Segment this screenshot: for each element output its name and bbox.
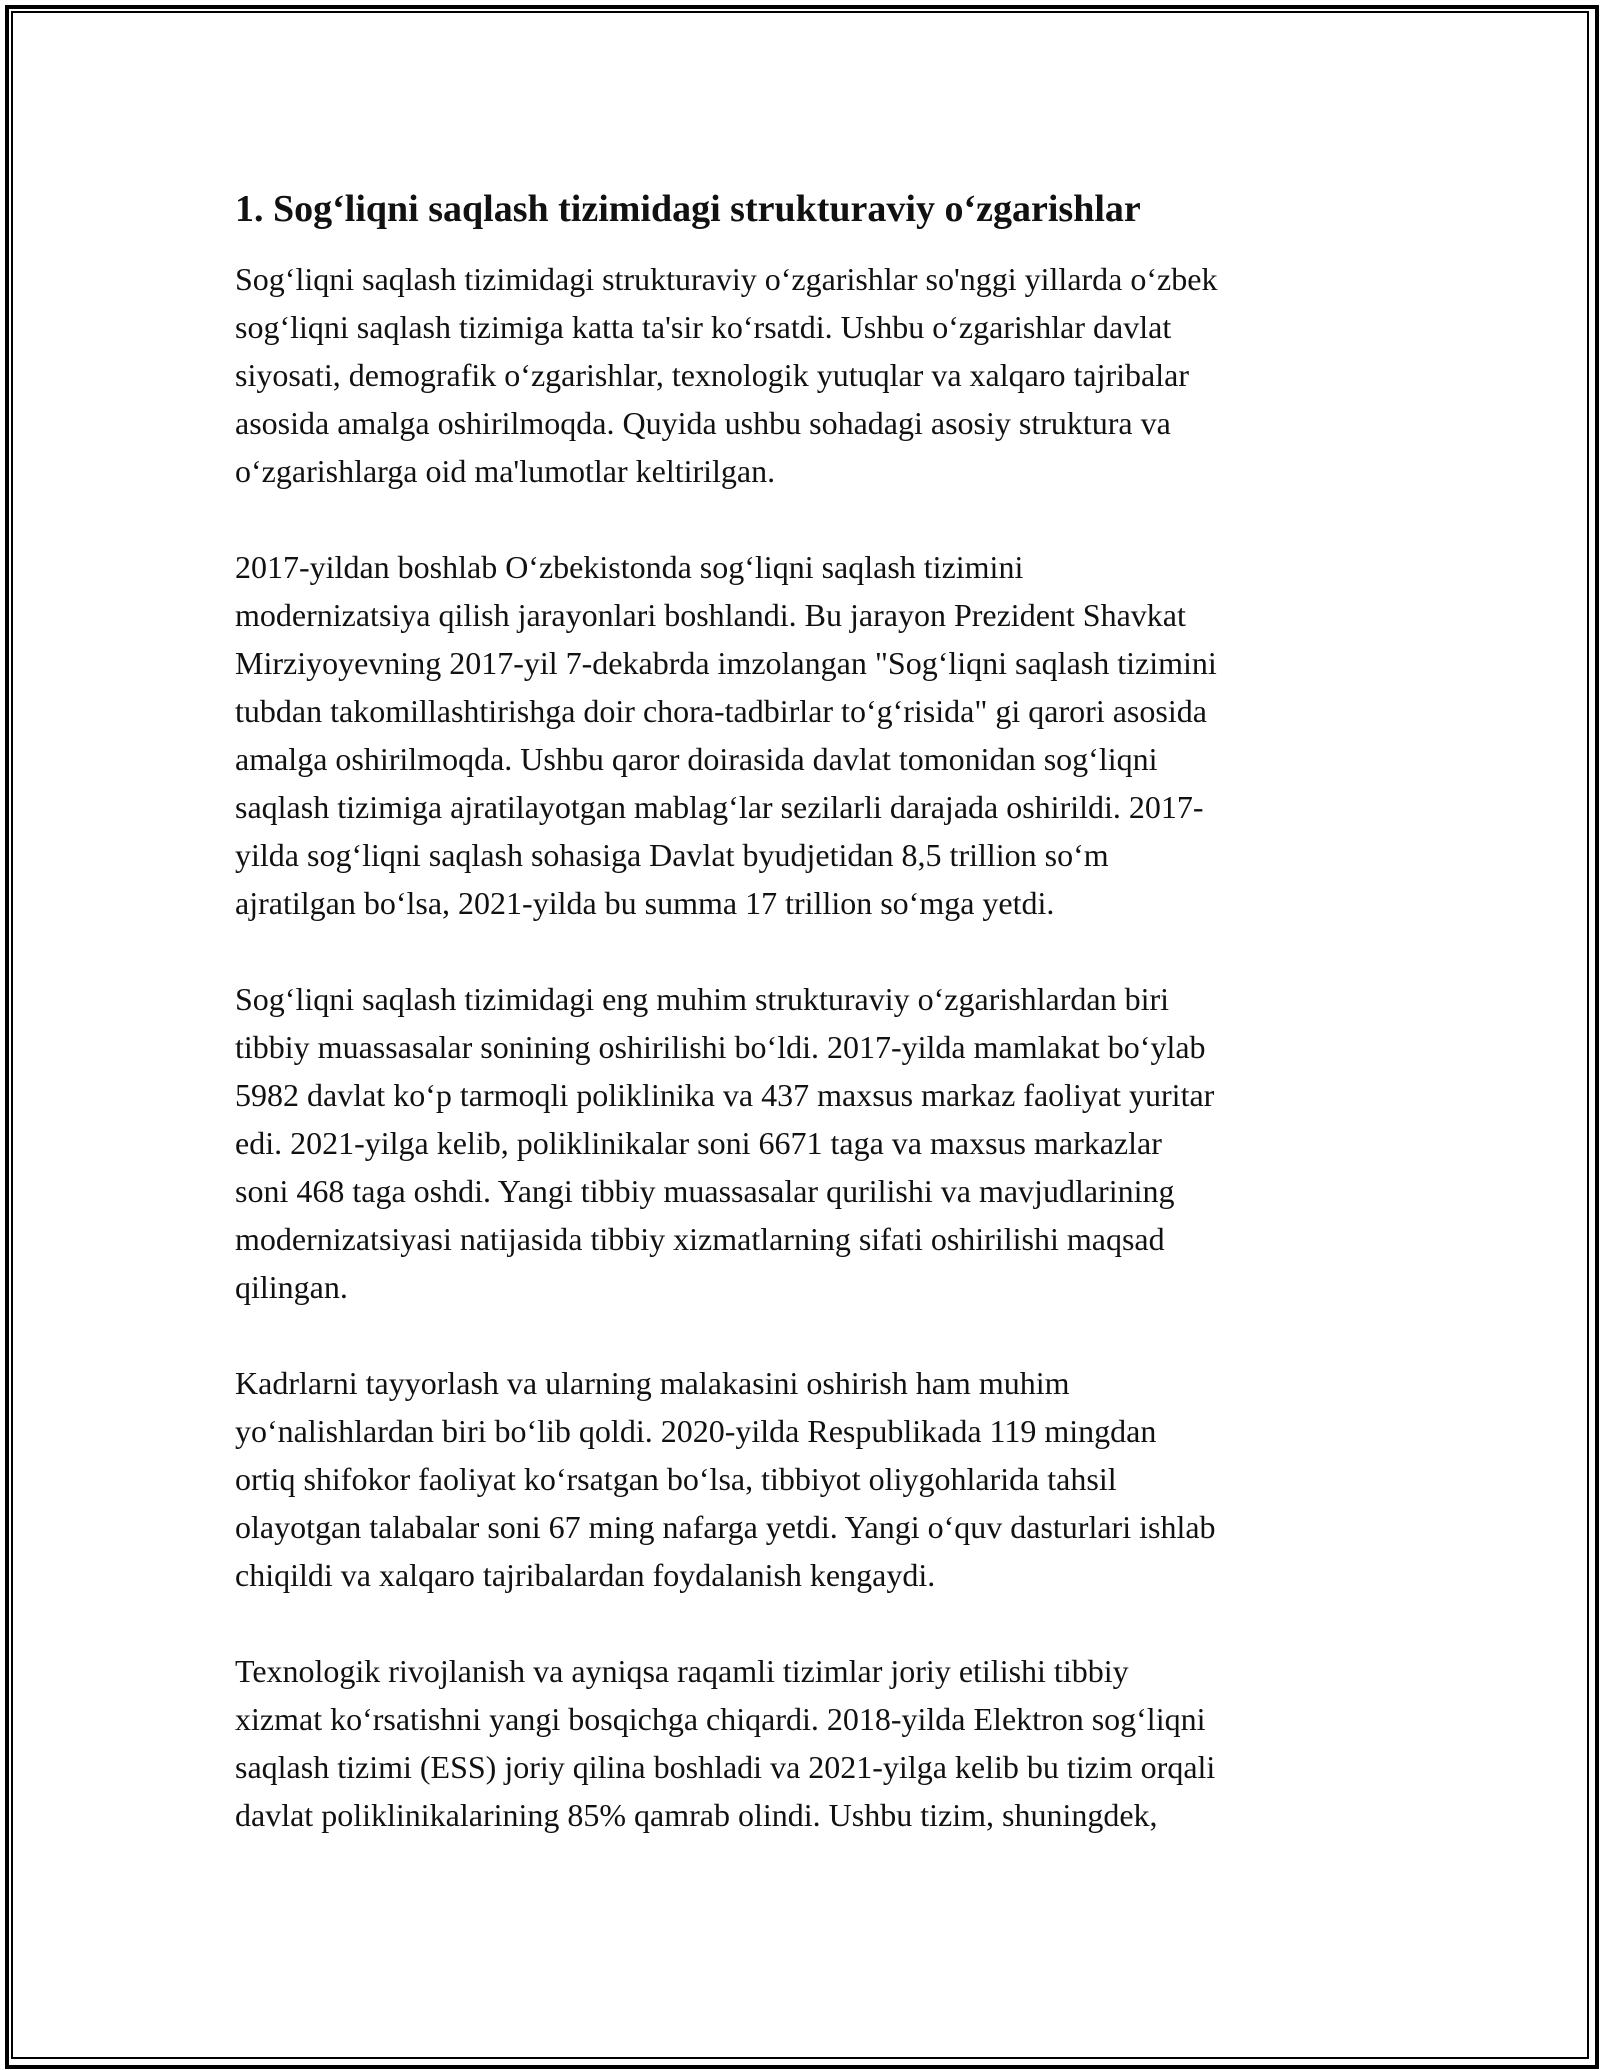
paragraph-line: saqlash tizimi (ESS) joriy qilina boshladi va 2021-yilga kelib bu tizim orqali: [235, 1749, 1216, 1785]
paragraph-line: Sog‘liqni saqlash tizimidagi eng muhim strukturaviy o‘zgarishlardan biri: [235, 981, 1170, 1017]
paragraph-line: 2017-yildan boshlab O‘zbekistonda sog‘liqni saqlash tizimini: [235, 549, 1024, 585]
paragraph-line: tibbiy muassasalar sonining oshirilishi bo‘ldi. 2017-yilda mamlakat bo‘ylab: [235, 1029, 1206, 1065]
paragraph: [235, 543, 1375, 927]
paragraph-line: modernizatsiya qilish jarayonlari boshlandi. Bu jarayon Prezident Shavkat: [235, 597, 1186, 633]
paragraph-line: yo‘nalishlardan biri bo‘lib qoldi. 2020-yilda Respublikada 119 mingdan: [235, 1413, 1157, 1449]
paragraph-line: xizmat ko‘rsatishni yangi bosqichga chiqardi. 2018-yilda Elektron sog‘liqni: [235, 1701, 1206, 1737]
paragraph-line: o‘zgarishlarga oid ma'lumotlar keltirilgan.: [235, 453, 776, 489]
paragraph-line: amalga oshirilmoqda. Ushbu qaror doirasida davlat tomonidan sog‘liqni: [235, 741, 1158, 777]
paragraph-line: Mirziyoyevning 2017-yil 7-dekabrda imzolangan "Sog‘liqni saqlash tizimini: [235, 645, 1217, 681]
paragraph-line: 5982 davlat ko‘p tarmoqli poliklinika va 437 maxsus markaz faoliyat yuritar: [235, 1077, 1215, 1113]
paragraph: [235, 255, 1375, 495]
paragraph-line: Sog‘liqni saqlash tizimidagi strukturaviy o‘zgarishlar so'nggi yillarda o‘zbek: [235, 261, 1218, 297]
paragraph-line: asosida amalga oshirilmoqda. Quyida ushbu sohadagi asosiy struktura va: [235, 405, 1171, 441]
paragraph-line: ajratilgan bo‘lsa, 2021-yilda bu summa 17 trillion so‘mga yetdi.: [235, 885, 1055, 921]
paragraph-line: tubdan takomillashtirishga doir chora-tadbirlar to‘g‘risida" gi qarori asosida: [235, 693, 1207, 729]
paragraph-line: saqlash tizimiga ajratilayotgan mablag‘lar sezilarli darajada oshirildi. 2017-: [235, 789, 1204, 825]
paragraph-line: siyosati, demografik o‘zgarishlar, texnologik yutuqlar va xalqaro tajribalar: [235, 357, 1189, 393]
paragraph-line: edi. 2021-yilga kelib, poliklinikalar soni 6671 taga va maxsus markazlar: [235, 1125, 1162, 1161]
paragraph-line: chiqildi va xalqaro tajribalardan foydalanish kengaydi.: [235, 1557, 936, 1593]
section-heading: 1. Sog‘liqni saqlash tizimidagi strukturaviy o‘zgarishlar: [235, 188, 1141, 230]
paragraph: [235, 975, 1375, 1311]
paragraph: [235, 1359, 1375, 1599]
paragraph-line: olayotgan talabalar soni 67 ming nafarga yetdi. Yangi o‘quv dasturlari ishlab: [235, 1509, 1216, 1545]
paragraph: [235, 1647, 1375, 1839]
paragraph-line: Kadrlarni tayyorlash va ularning malakasini oshirish ham muhim: [235, 1365, 1070, 1401]
paragraph-line: ortiq shifokor faoliyat ko‘rsatgan bo‘lsa, tibbiyot oliygohlarida tahsil: [235, 1461, 1117, 1497]
paragraph-line: yilda sog‘liqni saqlash sohasiga Davlat byudjetidan 8,5 trillion so‘m: [235, 837, 1109, 873]
paragraph-list: [235, 255, 1375, 1839]
paragraph-line: modernizatsiyasi natijasida tibbiy xizmatlarning sifati oshirilishi maqsad: [235, 1221, 1165, 1257]
paragraph-line: davlat poliklinikalarining 85% qamrab olindi. Ushbu tizim, shuningdek,: [235, 1797, 1158, 1833]
document-body: [235, 185, 1375, 1887]
paragraph-line: soni 468 taga oshdi. Yangi tibbiy muassasalar qurilishi va mavjudlarining: [235, 1173, 1175, 1209]
paragraph-line: qilingan.: [235, 1269, 348, 1305]
paragraph-line: Texnologik rivojlanish va ayniqsa raqamli tizimlar joriy etilishi tibbiy: [235, 1653, 1129, 1689]
paragraph-line: sog‘liqni saqlash tizimiga katta ta'sir ko‘rsatdi. Ushbu o‘zgarishlar davlat: [235, 309, 1172, 345]
